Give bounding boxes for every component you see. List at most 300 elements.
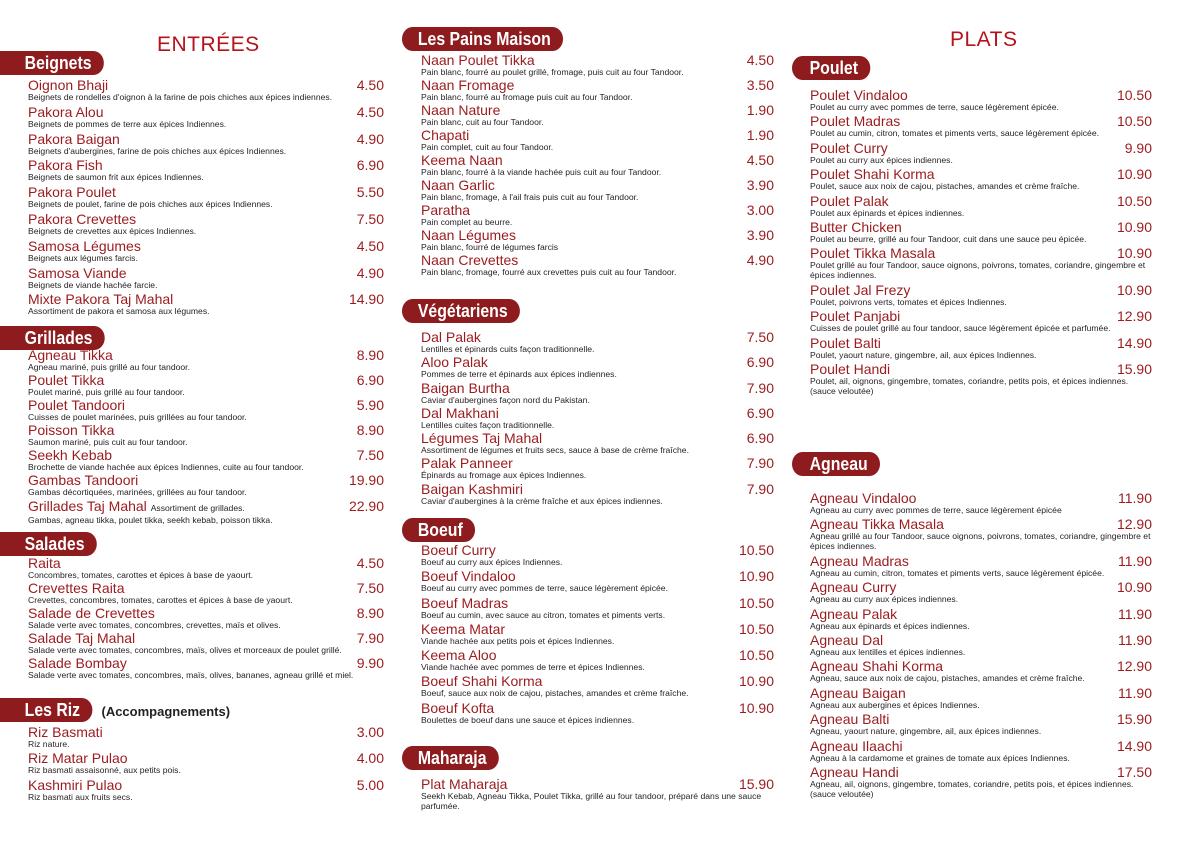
item-name-text: Naan Nature	[421, 102, 501, 118]
item-price: 6.90	[356, 372, 384, 389]
item-name	[421, 544, 774, 557]
item-name	[421, 620, 774, 637]
item-price: 10.50	[738, 620, 774, 637]
item-list	[28, 557, 384, 682]
section-poulet	[792, 56, 1152, 399]
section-boeuf	[402, 518, 774, 728]
menu-item	[421, 204, 774, 229]
section-title: Végétariens	[402, 299, 520, 323]
item-name	[28, 237, 384, 254]
item-name-text: Poulet Tikka Masala	[810, 245, 936, 262]
item-description: Agneau aux aubergines et épices Indiennes.	[810, 699, 980, 710]
item-description: Agneau, sauce aux noix de cajou, pistaches, amandes et crème fraîche.	[810, 673, 1085, 684]
menu-item	[421, 778, 774, 814]
item-name-text: Poulet Curry	[810, 139, 888, 156]
menu-item	[421, 570, 774, 596]
item-name-text: Oignon Bhaji	[28, 77, 109, 93]
item-description: Brochette de viande hachée aux épices Indiennes, cuite au four tandoor.	[28, 462, 304, 473]
item-name-text: Agneau Balti	[810, 711, 890, 728]
item-list	[28, 79, 384, 320]
item-name-text: Palak Panneer	[421, 455, 513, 472]
item-price: 4.90	[356, 130, 384, 147]
menu-item	[28, 726, 384, 752]
menu-item	[28, 103, 384, 133]
item-name	[28, 349, 384, 362]
menu-item	[28, 79, 384, 106]
item-name	[421, 699, 774, 716]
item-description: Cuisses de poulet marinées, puis grillées au four tandoor.	[28, 412, 247, 423]
item-price: 4.00	[356, 750, 384, 767]
item-price: 10.50	[738, 647, 774, 664]
item-name-text: Poulet Shahi Korma	[810, 166, 935, 183]
item-price: 10.50	[1116, 192, 1152, 209]
item-name	[28, 776, 384, 793]
item-description: Agneau grillé au four Tandoor, sauce oignons, poivrons, tomates, coriandre, gingembre et épices indiennes.	[810, 531, 1151, 552]
item-price: 11.90	[1118, 684, 1152, 701]
item-name	[28, 374, 384, 387]
item-description: Poulet, sauce aux noix de cajou, pistaches, amandes et crème fraîche.	[810, 181, 1080, 192]
item-description: Agneau au curry aux épices indiennes.	[810, 594, 959, 605]
item-price: 10.90	[1116, 218, 1152, 235]
item-name	[810, 581, 1152, 594]
item-name-text: Grillades Taj Mahal	[28, 497, 147, 514]
entrees-column	[0, 0, 384, 842]
item-name-text: Naan Légumes	[421, 227, 516, 243]
item-name-text: Pakora Fish	[28, 157, 103, 174]
menu-item	[28, 130, 384, 160]
menu-item	[421, 104, 774, 129]
item-description: Poulet au cumin, citron, tomates et piments verts, sauce légèrement épicée.	[810, 128, 1099, 139]
item-price: 8.90	[356, 605, 384, 621]
item-description: Crevettes, concombres, tomates, carottes et épices à base de yaourt.	[28, 595, 293, 605]
item-description: Pain blanc, fourré au poulet grillé, fromage, puis cuit au four Tandoor.	[421, 67, 684, 77]
item-price: 12.90	[1116, 658, 1152, 675]
item-name	[28, 582, 384, 595]
item-name-text: Mixte Pakora Taj Mahal	[28, 291, 174, 308]
item-price: 7.90	[746, 455, 774, 472]
item-name	[421, 204, 774, 217]
item-name	[421, 404, 774, 421]
menu-item	[810, 763, 1152, 802]
item-description: Pain complet au beurre.	[421, 217, 513, 227]
item-price: 1.90	[746, 127, 774, 143]
item-name-text: Samosa Légumes	[28, 237, 141, 254]
item-name-text: Gambas Tandoori	[28, 472, 139, 489]
item-price: 8.90	[356, 347, 384, 363]
menu-item	[421, 229, 774, 254]
item-name	[28, 210, 384, 227]
menu-item	[810, 605, 1152, 634]
item-name	[421, 594, 774, 611]
item-name-text: Boeuf Shahi Korma	[421, 673, 543, 690]
item-price: 4.50	[356, 237, 384, 254]
item-price: 10.50	[738, 594, 774, 611]
item-name-text: Poulet Palak	[810, 192, 889, 209]
item-name	[421, 331, 774, 344]
menu-item	[810, 660, 1152, 686]
item-name-text: Poulet Handi	[810, 360, 891, 377]
item-description: Agneau au cumin, citron, tomates et piments verts, sauce légèrement épicée.	[810, 567, 1105, 578]
item-price: 3.50	[746, 77, 774, 93]
section-beignets	[0, 51, 384, 320]
item-description: Lentilles et épinards cuits façon traditionnelle.	[421, 344, 595, 354]
item-name	[810, 684, 1152, 701]
menu-item	[421, 379, 774, 407]
item-name	[810, 247, 1152, 260]
item-price: 5.50	[356, 184, 384, 201]
menu-item	[28, 210, 384, 240]
item-name-text: Seekh Kebab	[28, 447, 113, 464]
item-description: Poulet au curry avec pommes de terre, sauce légèrement épicée.	[810, 102, 1059, 112]
item-price: 15.90	[1116, 711, 1152, 728]
section-title: Beignets	[0, 51, 104, 75]
item-name	[28, 632, 384, 645]
section-pains	[402, 27, 774, 279]
menu-item	[810, 518, 1152, 554]
menu-item	[810, 115, 1152, 141]
item-description: Agneau aux épinards et épices indiennes.	[810, 620, 970, 631]
menu-item	[421, 331, 774, 356]
item-name	[28, 186, 384, 199]
item-name-text: Agneau Madras	[810, 552, 909, 569]
item-name-text: Baigan Burtha	[421, 379, 510, 396]
menu-item	[810, 737, 1152, 766]
item-name-text: Plat Maharaja	[421, 776, 508, 792]
item-name-text: Poulet Vindaloo	[810, 87, 908, 103]
item-name	[810, 737, 1152, 754]
menu-item	[421, 544, 774, 570]
item-price: 4.50	[356, 103, 384, 120]
item-price: 10.90	[738, 699, 774, 716]
item-name	[421, 104, 774, 117]
item-name-text: Samosa Viande	[28, 264, 127, 281]
item-name	[28, 607, 384, 620]
item-description: Lentilles cuites façon traditionnelle.	[421, 419, 555, 430]
item-name-text: Agneau Tikka Masala	[810, 516, 944, 533]
item-name-text: Agneau Dal	[810, 631, 884, 648]
item-name	[810, 518, 1152, 531]
item-price: 5.90	[356, 397, 384, 414]
menu-item	[421, 699, 774, 728]
item-price: 14.90	[1116, 737, 1152, 754]
item-name	[421, 432, 774, 445]
item-name	[421, 229, 774, 242]
menu-item	[810, 247, 1152, 283]
item-description: Poulet, ail, oignons, gingembre, tomates, coriandre, petits pois, et épices indiennes. (sauce veloutée)	[810, 375, 1129, 396]
item-price: 22.90	[348, 497, 384, 514]
menu-item	[28, 449, 384, 474]
item-name	[28, 726, 384, 739]
menu-item	[810, 631, 1152, 660]
item-name	[810, 89, 1152, 102]
item-price: 7.50	[356, 210, 384, 227]
item-price: 4.50	[356, 555, 384, 571]
section-title: Grillades	[0, 326, 105, 350]
item-name	[421, 254, 774, 267]
item-price: 10.90	[738, 568, 774, 585]
item-description: Beignets de crevettes aux épices Indiennes.	[28, 225, 197, 236]
item-name-text: Baigan Kashmiri	[421, 480, 523, 497]
item-price: 9.90	[356, 655, 384, 671]
item-name-text: Chapati	[421, 127, 470, 143]
menu-item	[28, 399, 384, 424]
item-price: 10.50	[1116, 87, 1152, 103]
item-description: Beignets aux légumes farcis.	[28, 252, 138, 263]
item-name-text: Pakora Poulet	[28, 184, 116, 201]
item-price: 6.90	[746, 430, 774, 447]
item-price: 11.90	[1118, 631, 1152, 648]
item-description: Poulet, yaourt nature, gingembre, ail, aux épices Indiennes.	[810, 349, 1037, 360]
menu-item	[421, 254, 774, 279]
item-name	[28, 497, 384, 515]
item-price: 7.50	[746, 329, 774, 345]
item-name	[421, 379, 774, 396]
section-title: Boeuf	[402, 518, 475, 542]
item-name-text: Naan Crevettes	[421, 252, 519, 268]
item-name	[28, 103, 384, 120]
menu-item	[421, 54, 774, 79]
item-name-text: Keema Naan	[421, 152, 503, 168]
item-name	[421, 54, 774, 67]
item-description: Poulet grillé au four Tandoor, sauce oignons, poivrons, tomates, coriandre, gingembre et épices indiennes.	[810, 260, 1146, 281]
item-name-text: Agneau Palak	[810, 605, 898, 622]
item-price: 10.90	[1116, 166, 1152, 183]
item-price: 11.90	[1118, 605, 1152, 622]
item-name-text: Pakora Baigan	[28, 130, 120, 147]
item-description: Pain blanc, fourré de légumes farcis	[421, 242, 559, 252]
item-name-text: Butter Chicken	[810, 218, 902, 235]
item-price: 10.90	[1116, 281, 1152, 298]
item-description: Poulet au beurre, grillé au four Tandoor, cuit dans une sauce peu épicée.	[810, 233, 1087, 244]
item-description: Poulet aux épinards et épices indiennes.	[810, 207, 965, 218]
item-description: Poulet au curry aux épices indiennes.	[810, 154, 953, 165]
item-name	[28, 424, 384, 437]
item-name	[421, 356, 774, 369]
item-description: Agneau à la cardamome et graines de tomate aux épices Indiennes.	[810, 752, 1070, 763]
item-name-text: Dal Palak	[421, 329, 481, 345]
item-name-text: Poulet Panjabi	[810, 308, 901, 325]
item-price: 7.50	[356, 447, 384, 464]
item-price: 10.90	[738, 673, 774, 690]
section-maharaja	[402, 746, 774, 814]
item-name	[28, 449, 384, 462]
item-name-text: Naan Fromage	[421, 77, 515, 93]
item-description: Agneau au curry avec pommes de terre, sauce légèrement épicée	[810, 505, 1062, 515]
item-name	[810, 713, 1152, 726]
menu-item	[810, 492, 1152, 518]
item-name-text: Riz Basmati	[28, 724, 103, 740]
item-price: 4.50	[356, 77, 384, 93]
item-description: Pain blanc, fourré au fromage puis cuit au four Tandoor.	[421, 92, 633, 102]
item-name-text: Crevettes Raita	[28, 580, 125, 596]
item-name-text: Salade Taj Mahal	[28, 630, 136, 646]
item-name	[421, 457, 774, 470]
section-riz	[0, 698, 384, 805]
item-name-text: Poisson Tikka	[28, 422, 115, 439]
item-name-text: Salade Bombay	[28, 655, 127, 671]
item-name-text: Kashmiri Pulao	[28, 776, 123, 793]
item-description: Beignets de viande hachée farcie.	[28, 279, 158, 290]
item-description: Boeuf au curry avec pommes de terre, sauce légèrement épicée.	[421, 583, 668, 594]
item-list	[810, 492, 1152, 802]
item-price: 6.90	[746, 354, 774, 371]
item-name-text: Boeuf Kofta	[421, 699, 495, 716]
menu-item	[421, 79, 774, 104]
item-name-text: Poulet Tikka	[28, 372, 105, 389]
item-name	[28, 399, 384, 412]
item-name-text: Poulet Balti	[810, 334, 881, 351]
menu-item	[28, 632, 384, 657]
item-name-text: Agneau Baigan	[810, 684, 906, 701]
item-description: Beignets de pommes de terre aux épices Indiennes.	[28, 118, 227, 129]
item-description: Assortiment de pakora et samosa aux légumes.	[28, 306, 210, 317]
item-name	[421, 480, 774, 497]
item-price: 11.90	[1118, 552, 1152, 569]
menu-item	[28, 557, 384, 582]
section-grillades	[0, 326, 384, 527]
item-name-text: Naan Poulet Tikka	[421, 52, 535, 68]
menu-item	[28, 424, 384, 449]
section-title: Les Pains Maison	[402, 27, 563, 51]
item-price: 10.90	[1116, 245, 1152, 262]
menu-item	[810, 552, 1152, 581]
item-name	[28, 293, 384, 306]
menu-item	[28, 159, 384, 186]
item-description: Poulet mariné, puis grillé au four tandoor.	[28, 387, 185, 398]
menu-item	[810, 168, 1152, 194]
item-name-text: Aloo Palak	[421, 354, 488, 371]
item-description: Boulettes de boeuf dans une sauce et épices indiennes.	[421, 714, 635, 725]
item-name-text: Pakora Alou	[28, 103, 104, 120]
item-price: 15.90	[1116, 360, 1152, 377]
item-price: 10.50	[1116, 113, 1152, 130]
menu-item	[28, 237, 384, 267]
item-name	[810, 660, 1152, 673]
item-name	[810, 631, 1152, 648]
item-name	[421, 129, 774, 142]
plats-heading: PLATS	[950, 28, 1018, 51]
menu-item	[810, 218, 1152, 247]
menu-item	[810, 581, 1152, 607]
item-name-text: Boeuf Madras	[421, 594, 509, 611]
item-description: Riz basmati aux fruits secs.	[28, 791, 133, 802]
item-name	[421, 79, 774, 92]
item-inline-note: Assortiment de grillades.	[150, 502, 245, 513]
menu-item	[28, 752, 384, 778]
item-description: Gambas décortiquées, marinées, grillées au four tandoor.	[28, 487, 247, 498]
menu-item	[28, 374, 384, 399]
item-name	[810, 168, 1152, 181]
item-price: 3.00	[746, 202, 774, 218]
menu-item	[421, 480, 774, 508]
item-description: Boeuf au curry aux épices Indiennes.	[421, 557, 563, 567]
menu-item	[421, 356, 774, 381]
item-name-text: Agneau Vindaloo	[810, 490, 917, 506]
item-name-text: Raita	[28, 555, 61, 571]
item-name-text: Pakora Crevettes	[28, 210, 137, 227]
item-name-text: Keema Matar	[421, 620, 506, 637]
item-name	[421, 778, 774, 791]
item-price: 12.90	[1116, 308, 1152, 325]
item-name-text: Agneau Shahi Korma	[810, 658, 944, 675]
item-name-text: Poulet Jal Frezy	[810, 281, 911, 298]
item-price: 6.90	[356, 157, 384, 174]
item-list	[810, 89, 1152, 399]
middle-column	[402, 0, 774, 842]
menu-item	[421, 594, 774, 623]
item-name	[810, 310, 1152, 323]
item-list	[421, 331, 774, 508]
item-name	[28, 557, 384, 570]
item-description: Agneau aux lentilles et épices indiennes.	[810, 646, 966, 657]
menu-item	[421, 620, 774, 649]
item-description: Beignets de saumon frit aux épices Indiennes.	[28, 172, 204, 183]
item-name	[421, 154, 774, 167]
item-name-text: Keema Aloo	[421, 647, 497, 664]
item-price: 7.90	[356, 630, 384, 646]
plats-column	[792, 0, 1152, 842]
item-name-text: Poulet Madras	[810, 113, 901, 130]
item-description: Pain blanc, fourré à la viande hachée puis cuit au four Tandoor.	[421, 167, 662, 177]
item-price: 7.90	[746, 379, 774, 396]
entrees-heading: ENTRÉES	[157, 33, 260, 56]
item-description: Gambas, agneau tikka, poulet tikka, seekh kebab, poisson tikka.	[28, 514, 273, 525]
item-description: Viande hachée avec pommes de terre et épices Indiennes.	[421, 662, 645, 673]
item-name-text: Agneau Tikka	[28, 347, 113, 363]
item-name	[28, 130, 384, 147]
item-description: Concombres, tomates, carottes et épices à base de yaourt.	[28, 570, 253, 580]
item-description: Boeuf, sauce aux noix de cajou, pistaches, amandes et crème fraîche.	[421, 688, 689, 699]
menu-item	[810, 192, 1152, 221]
item-description: Assortiment de légumes et fruits secs, sauce à base de crème fraîche.	[421, 445, 689, 456]
item-name	[810, 763, 1152, 780]
item-price: 6.90	[746, 404, 774, 421]
menu-item	[28, 186, 384, 213]
item-name	[28, 474, 384, 487]
menu-item	[421, 129, 774, 154]
item-name	[810, 360, 1152, 377]
menu-item	[810, 360, 1152, 399]
item-name	[28, 159, 384, 172]
item-name	[28, 752, 384, 765]
item-price: 7.90	[746, 480, 774, 497]
item-description: Pain blanc, fromage, à l'ail frais puis cuit au four Tandoor.	[421, 192, 639, 202]
item-name	[421, 675, 774, 688]
item-description: Agneau, yaourt nature, gingembre, ail, aux épices indiennes.	[810, 726, 1042, 737]
item-name-text: Boeuf Curry	[421, 542, 496, 558]
item-price: 10.50	[738, 542, 774, 558]
item-price: 3.00	[356, 724, 384, 740]
item-name	[810, 281, 1152, 298]
item-description: Salade verte avec tomates, concombres, maïs, olives, bananes, agneau grillé et miel.	[28, 670, 354, 680]
item-description: Riz basmati assaisonné, aux petits pois.	[28, 765, 181, 776]
item-description: Pain blanc, cuit au four Tandoor.	[421, 117, 544, 127]
item-name-text: Boeuf Vindaloo	[421, 568, 516, 585]
section-subtitle: (Accompagnements)	[101, 704, 231, 720]
item-list	[28, 726, 384, 805]
menu-item	[810, 713, 1152, 739]
item-price: 5.00	[356, 776, 384, 793]
menu-item	[810, 310, 1152, 336]
item-description: Caviar d'aubergines façon nord du Pakistan.	[421, 394, 590, 405]
item-list	[421, 778, 774, 814]
item-description: Caviar d'aubergines à la crème fraîche et aux épices indiennes.	[421, 495, 663, 506]
menu-item	[28, 582, 384, 607]
menu-item	[421, 179, 774, 204]
item-price: 4.90	[746, 252, 774, 268]
item-name-text: Agneau Curry	[810, 579, 897, 596]
item-price: 3.90	[746, 177, 774, 193]
